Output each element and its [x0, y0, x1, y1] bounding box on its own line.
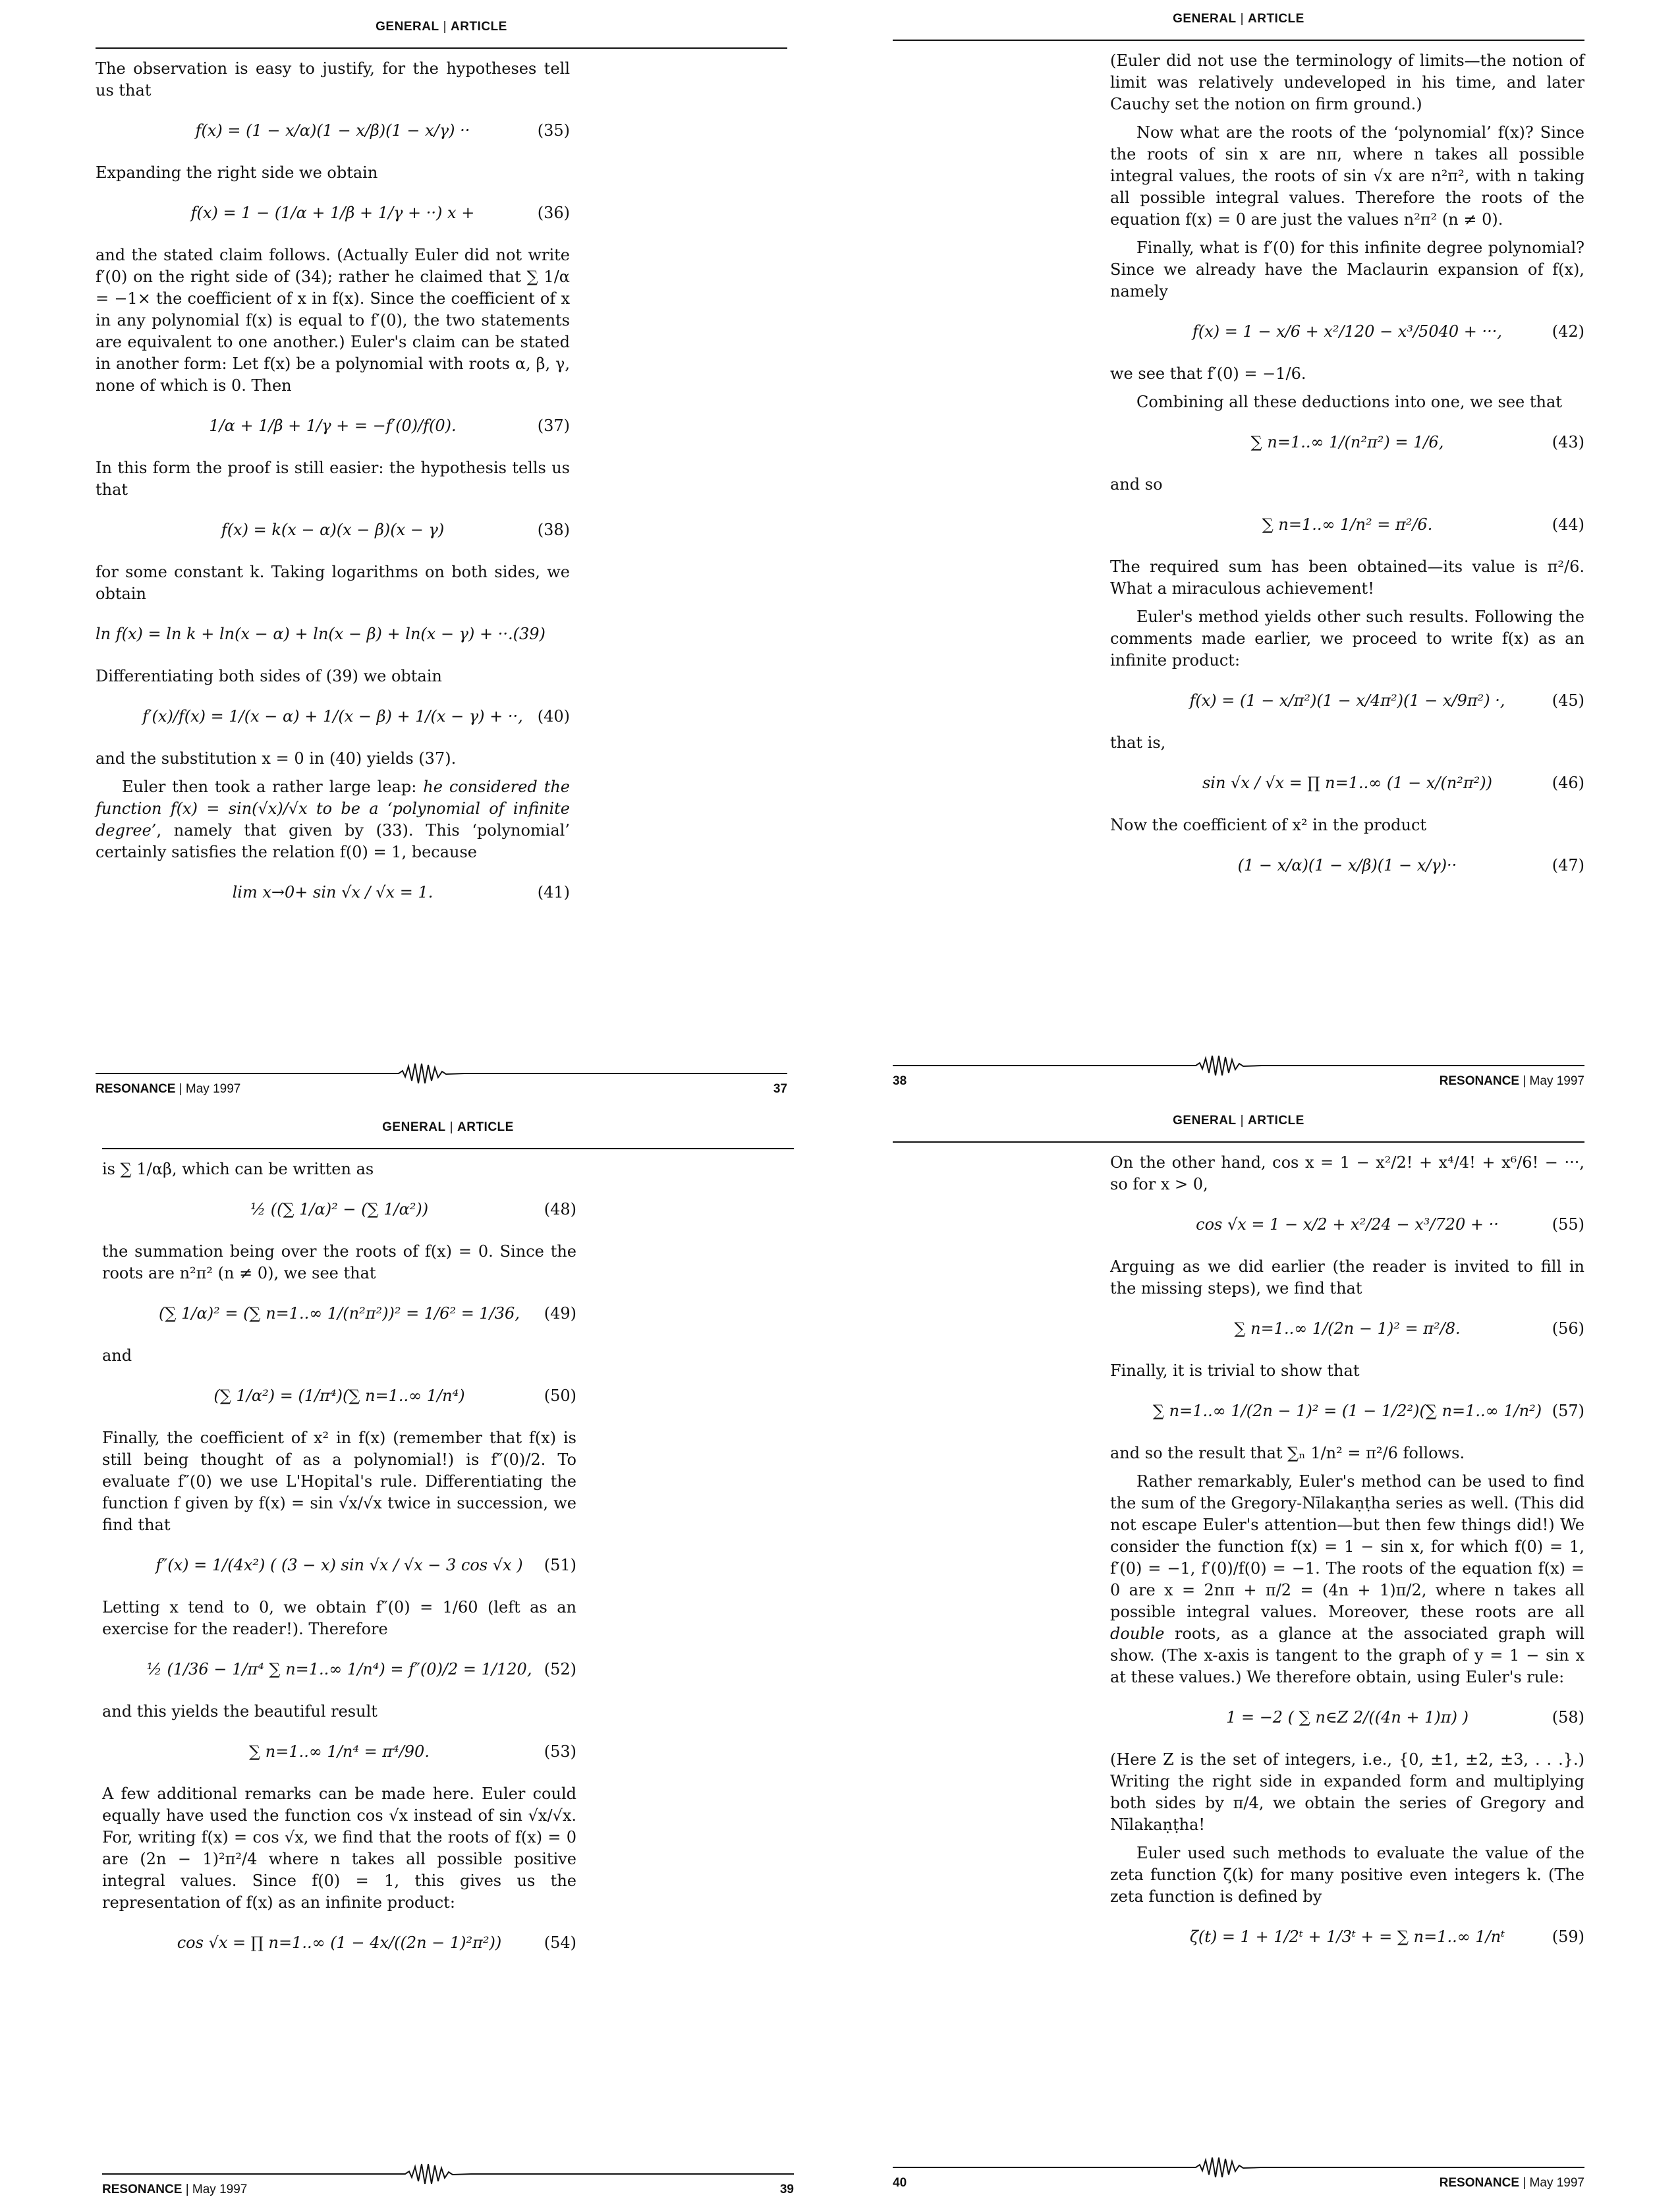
equation-54: cos √x = ∏ n=1..∞ (1 − 4x/((2n − 1)²π²)) (54) [177, 1933, 576, 1952]
paragraph: Euler used such methods to evaluate the value of the zeta function ζ(k) for many positive even integers k. (The zeta function is defined by [1110, 1844, 1584, 1906]
equation-39: ln f(x) = ln k + ln(x − α) + ln(x − β) + ln(x − γ) + ··.(39) [96, 624, 546, 643]
equation-46: sin √x / √x = ∏ n=1..∞ (1 − x/(n²π²)) (46) [1202, 773, 1584, 792]
paragraph: and so [1110, 475, 1163, 494]
paragraph: A few additional remarks can be made here. Euler could equally have used the function cos √x instead of sin √x/√x. For, writing f(x) = cos √x, we find that the roots of f(x) = 0 are (2n − 1)²π²/4 where n takes all possible positive integral values. Since f(0) = 1, this gives us the representation of f(x) as an infinite product: [102, 1785, 576, 1912]
emphasis: double [1110, 1624, 1165, 1643]
paragraph: we see that f′(0) = −1/6. [1110, 364, 1306, 383]
footer-journal: RESONANCE | May 1997 [1439, 1074, 1584, 1088]
paragraph: Finally, it is trivial to show that [1110, 1361, 1360, 1380]
page-number: 37 [773, 1082, 787, 1096]
paragraph: the summation being over the roots of f(x) = 0. Since the roots are n²π² (n ≠ 0), we see that [102, 1242, 576, 1282]
wave-ornament-icon [385, 1061, 464, 1087]
page-footer [102, 2161, 794, 2201]
paragraph: is ∑ 1/αβ, which can be written as [102, 1160, 374, 1178]
paragraph: and [102, 1346, 132, 1365]
paragraph: Euler then took a rather large leap: he considered the function f(x) = sin(√x)/√x to be a ‘polynomial of infinite degree’, namely that given by (33). This ‘polynomial’ certainly satisfies the relation f(0) = 1, because [96, 778, 571, 861]
page-37 [96, 20, 873, 1100]
equation-35: f(x) = (1 − x/α)(1 − x/β)(1 − x/γ) ·· (35) [195, 121, 570, 140]
page-number: 38 [893, 1074, 907, 1088]
paragraph: and so the result that ∑ₙ 1/n² = π²/6 follows. [1110, 1444, 1465, 1462]
equation-37: 1/α + 1/β + 1/γ + = −f′(0)/f(0). (37) [209, 416, 570, 435]
emphasis: he considered the function f(x) = sin(√x)/√x to be a ‘polynomial of infinite degree’ [96, 778, 571, 840]
page-body [102, 1158, 576, 1962]
paragraph: and the substitution x = 0 in (40) yields (37). [96, 749, 457, 768]
paragraph: Now the coefficient of x² in the product [1110, 816, 1427, 834]
page-footer [893, 1053, 1584, 1093]
paragraph: On the other hand, cos x = 1 − x²/2! + x⁴/4! + x⁶/6! − ···, so for x > 0, [1110, 1153, 1584, 1193]
page-footer [96, 1061, 787, 1100]
page-body [1110, 1152, 1584, 1957]
equation-51: f″(x) = 1/(4x²) ( (3 − x) sin √x / √x − 3 cos √x ) (51) [155, 1555, 576, 1574]
footer-journal: RESONANCE | May 1997 [102, 2183, 248, 2196]
page-39 [102, 1120, 880, 2201]
equation-52: ½ (1/36 − 1/π⁴ ∑ n=1..∞ 1/n⁴) = f″(0)/2 = 1/120, (52) [146, 1659, 576, 1678]
page-number: 40 [893, 2176, 907, 2190]
paragraph: In this form the proof is still easier: the hypothesis tells us that [96, 459, 570, 499]
equation-38: f(x) = k(x − α)(x − β)(x − γ) (38) [221, 520, 570, 539]
paragraph: Finally, what is f′(0) for this infinite degree polynomial? Since we already have the Maclaurin expansion of f(x), namely [1110, 239, 1584, 300]
equation-47: (1 − x/α)(1 − x/β)(1 − x/γ)·· (47) [1237, 855, 1584, 874]
paragraph: Finally, the coefficient of x² in f(x) (remember that f(x) is still being thought of as a polynomial!) is f″(0)/2. To evaluate f″(0) we use L'Hopital's rule. Differentiating the function f given by f(x) = sin √x/√x twice in succession, we find that [102, 1429, 576, 1534]
page-38 [893, 12, 1670, 1093]
equation-40: f′(x)/f(x) = 1/(x − α) + 1/(x − β) + 1/(x − γ) + ··, (40) [142, 706, 570, 726]
equation-41: lim x→0+ sin √x / √x = 1. (41) [232, 882, 570, 901]
paragraph: Now what are the roots of the ‘polynomial’ f(x)? Since the roots of sin x are nπ, where n takes all possible integral values, the roots of sin √x are n²π², with n taking all possible integral values. Therefore the roots of the equation f(x) = 0 are just the values n²π² (n ≠ 0). [1110, 123, 1584, 229]
paragraph: The observation is easy to justify, for the hypotheses tell us that [96, 59, 570, 100]
paragraph: Differentiating both sides of (39) we obtain [96, 667, 442, 685]
page-footer [893, 2155, 1584, 2194]
page-body [96, 58, 570, 912]
footer-journal: RESONANCE | May 1997 [1439, 2176, 1584, 2190]
paragraph: Expanding the right side we obtain [96, 163, 378, 182]
paragraph: Combining all these deductions into one, we see that [1136, 393, 1562, 411]
paragraph: (Here Z is the set of integers, i.e., {0, ±1, ±2, ±3, . . .}.) Writing the right side in expanded form and multiplying both sides by π/4, we obtain the series of Gregory and Nīlakaṇṭha! [1110, 1750, 1584, 1834]
page-body [1110, 50, 1584, 885]
equation-42: f(x) = 1 − x/6 + x²/120 − x³/5040 + ···, (42) [1192, 322, 1584, 341]
equation-45: f(x) = (1 − x/π²)(1 − x/4π²)(1 − x/9π²) ·, (45) [1189, 691, 1584, 710]
equation-36: f(x) = 1 − (1/α + 1/β + 1/γ + ··) x + (36) [190, 203, 570, 222]
paragraph: for some constant k. Taking logarithms on both sides, we obtain [96, 563, 570, 603]
footer-journal: RESONANCE | May 1997 [96, 1082, 241, 1096]
equation-56: ∑ n=1..∞ 1/(2n − 1)² = π²/8. (56) [1234, 1319, 1584, 1338]
equation-53: ∑ n=1..∞ 1/n⁴ = π⁴/90. (53) [249, 1742, 576, 1761]
paragraph: and the stated claim follows. (Actually Euler did not write f′(0) on the right side of (34); rather he claimed that ∑ 1/α = −1× the coefficient of x in f(x). Since the coefficient of x in any polynomial f(x) is equal to f′(0), the two statements are equivalent to one another.) Euler's claim can be stated in another form: Let f(x) be a polynomial with roots α, β, γ, none of which is 0. Then [96, 246, 570, 395]
page-header: GENERAL | ARTICLE [893, 1114, 1584, 1143]
wave-ornament-icon [1183, 1053, 1262, 1079]
equation-49: (∑ 1/α)² = (∑ n=1..∞ 1/(n²π²))² = 1/6² = 1/36, (49) [159, 1303, 576, 1323]
equation-57: ∑ n=1..∞ 1/(2n − 1)² = (1 − 1/2²)(∑ n=1..∞ 1/n²) (57) [1152, 1401, 1584, 1420]
page-header: GENERAL | ARTICLE [102, 1120, 794, 1149]
paragraph: Letting x tend to 0, we obtain f″(0) = 1/60 (left as an exercise for the reader!). Therefore [102, 1598, 576, 1638]
wave-ornament-icon [392, 2161, 471, 2188]
equation-44: ∑ n=1..∞ 1/n² = π²/6. (44) [1262, 515, 1584, 534]
page-header: GENERAL | ARTICLE [96, 20, 787, 49]
paragraph: Arguing as we did earlier (the reader is invited to fill in the missing steps), we find that [1110, 1257, 1584, 1298]
equation-59: ζ(t) = 1 + 1/2ᵗ + 1/3ᵗ + = ∑ n=1..∞ 1/nᵗ (59) [1189, 1927, 1584, 1946]
paragraph: Euler's method yields other such results. Following the comments made earlier, we proceed to write f(x) as an infinite product: [1110, 608, 1584, 670]
paragraph: (Euler did not use the terminology of limits—the notion of limit was relatively undeveloped in his time, and later Cauchy set the notion on firm ground.) [1110, 51, 1584, 113]
equation-50: (∑ 1/α²) = (1/π⁴)(∑ n=1..∞ 1/n⁴) (50) [213, 1386, 576, 1405]
page-header: GENERAL | ARTICLE [893, 12, 1584, 41]
wave-ornament-icon [1183, 2155, 1262, 2181]
page-40 [893, 1114, 1670, 2194]
equation-48: ½ ((∑ 1/α)² − (∑ 1/α²)) (48) [250, 1199, 576, 1218]
paragraph: Rather remarkably, Euler's method can be used to find the sum of the Gregory-Nīlakaṇṭha series as well. (This did not escape Euler's attention—but then few things did!) We consider the function f(x) = 1 − sin x, for which f(0) = 1, f′(0) = −1, f′(0)/f(0) = −1. The roots of the equation f(x) = 0 are x = 2nπ + π/2 = (4n + 1)π/2, where n takes all possible integral values. Moreover, these roots are all double roots, as a glance at the associated graph will show. (The x-axis is tangent to the graph of y = 1 − sin x at these values.) We therefore obtain, using Euler's rule: [1110, 1472, 1584, 1686]
paragraph: The required sum has been obtained—its value is π²/6. What a miraculous achievement! [1110, 557, 1584, 598]
page-number: 39 [779, 2183, 794, 2196]
equation-43: ∑ n=1..∞ 1/(n²π²) = 1/6, (43) [1250, 432, 1584, 451]
paragraph: that is, [1110, 733, 1166, 752]
equation-55: cos √x = 1 − x/2 + x²/24 − x³/720 + ·· (55) [1196, 1215, 1584, 1234]
equation-58: 1 = −2 ( ∑ n∈Z 2/((4n + 1)π) ) (58) [1226, 1707, 1584, 1727]
paragraph: and this yields the beautiful result [102, 1702, 378, 1721]
